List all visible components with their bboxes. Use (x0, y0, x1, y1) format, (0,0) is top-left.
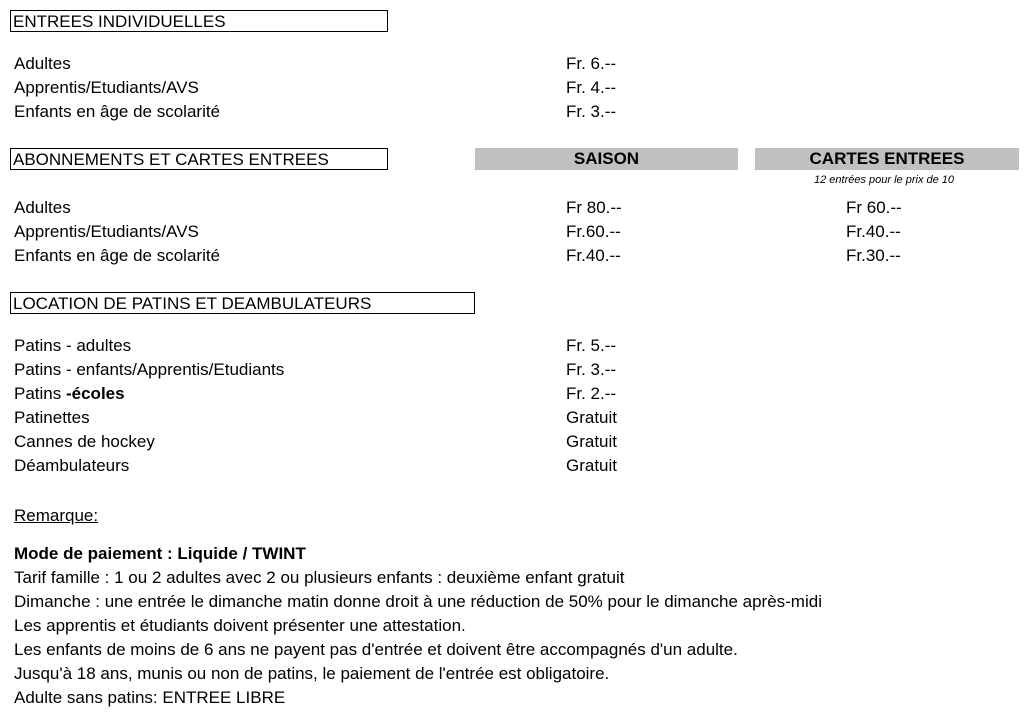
section-title-location: LOCATION DE PATINS ET DEAMBULATEURS (10, 292, 475, 314)
row-label: Enfants en âge de scolarité (14, 246, 221, 265)
row-price-cartes: Fr.30.-- (846, 246, 901, 265)
row-price: Fr. 6.-- (566, 54, 617, 73)
row-price: Fr. 4.-- (566, 78, 617, 97)
row-price: Gratuit (566, 432, 618, 451)
row-price-saison: Fr.60.-- (566, 222, 621, 241)
row-price: Fr. 5.-- (566, 336, 617, 355)
row-label: Patins - adultes (14, 336, 132, 355)
row-price-saison: Fr 80.-- (566, 198, 622, 217)
section-title-entrees-individuelles: ENTREES INDIVIDUELLES (10, 10, 388, 32)
row-label: Enfants en âge de scolarité (14, 102, 221, 121)
remark-line: Jusqu'à 18 ans, munis ou non de patins, le paiement de l'entrée est obligatoire. (14, 664, 610, 683)
cartes-entrees-note: 12 entrées pour le prix de 10 (814, 174, 955, 186)
row-label: Apprentis/Etudiants/AVS (14, 78, 199, 97)
row-price: Gratuit (566, 408, 618, 427)
remark-line: Dimanche : une entrée le dimanche matin donne droit à une réduction de 50% pour le dimanche après-midi (14, 592, 822, 611)
remark-line: Adulte sans patins: ENTREE LIBRE (14, 688, 286, 707)
remark-line: Les apprentis et étudiants doivent présenter une attestation. (14, 616, 466, 635)
column-header-saison: SAISON (475, 148, 738, 170)
section-title-abonnements: ABONNEMENTS ET CARTES ENTREES (10, 148, 388, 170)
payment-mode: Mode de paiement : Liquide / TWINT (14, 544, 306, 563)
remarks-heading: Remarque: (14, 506, 99, 525)
column-header-cartes-entrees: CARTES ENTREES (755, 148, 1019, 170)
row-price: Gratuit (566, 456, 618, 475)
row-label: Adultes (14, 198, 71, 217)
row-price-cartes: Fr.40.-- (846, 222, 901, 241)
remark-line: Les enfants de moins de 6 ans ne payent pas d'entrée et doivent être accompagnés d'un adulte. (14, 640, 738, 659)
row-label: Apprentis/Etudiants/AVS (14, 222, 199, 241)
row-price-saison: Fr.40.-- (566, 246, 621, 265)
row-label-prefix: Patins (14, 384, 66, 403)
row-price-cartes: Fr 60.-- (846, 198, 902, 217)
row-label: Adultes (14, 54, 71, 73)
row-price: Fr. 2.-- (566, 384, 617, 403)
remark-line: Tarif famille : 1 ou 2 adultes avec 2 ou plusieurs enfants : deuxième enfant gratuit (14, 568, 625, 587)
row-label-bold: -écoles (65, 384, 125, 403)
row-price: Fr. 3.-- (566, 102, 617, 121)
row-label: Patins - enfants/Apprentis/Etudiants (14, 360, 285, 379)
row-label: Patinettes (14, 408, 90, 427)
row-label: Déambulateurs (14, 456, 130, 475)
row-label: Cannes de hockey (14, 432, 155, 451)
row-price: Fr. 3.-- (566, 360, 617, 379)
row-label (14, 384, 125, 404)
